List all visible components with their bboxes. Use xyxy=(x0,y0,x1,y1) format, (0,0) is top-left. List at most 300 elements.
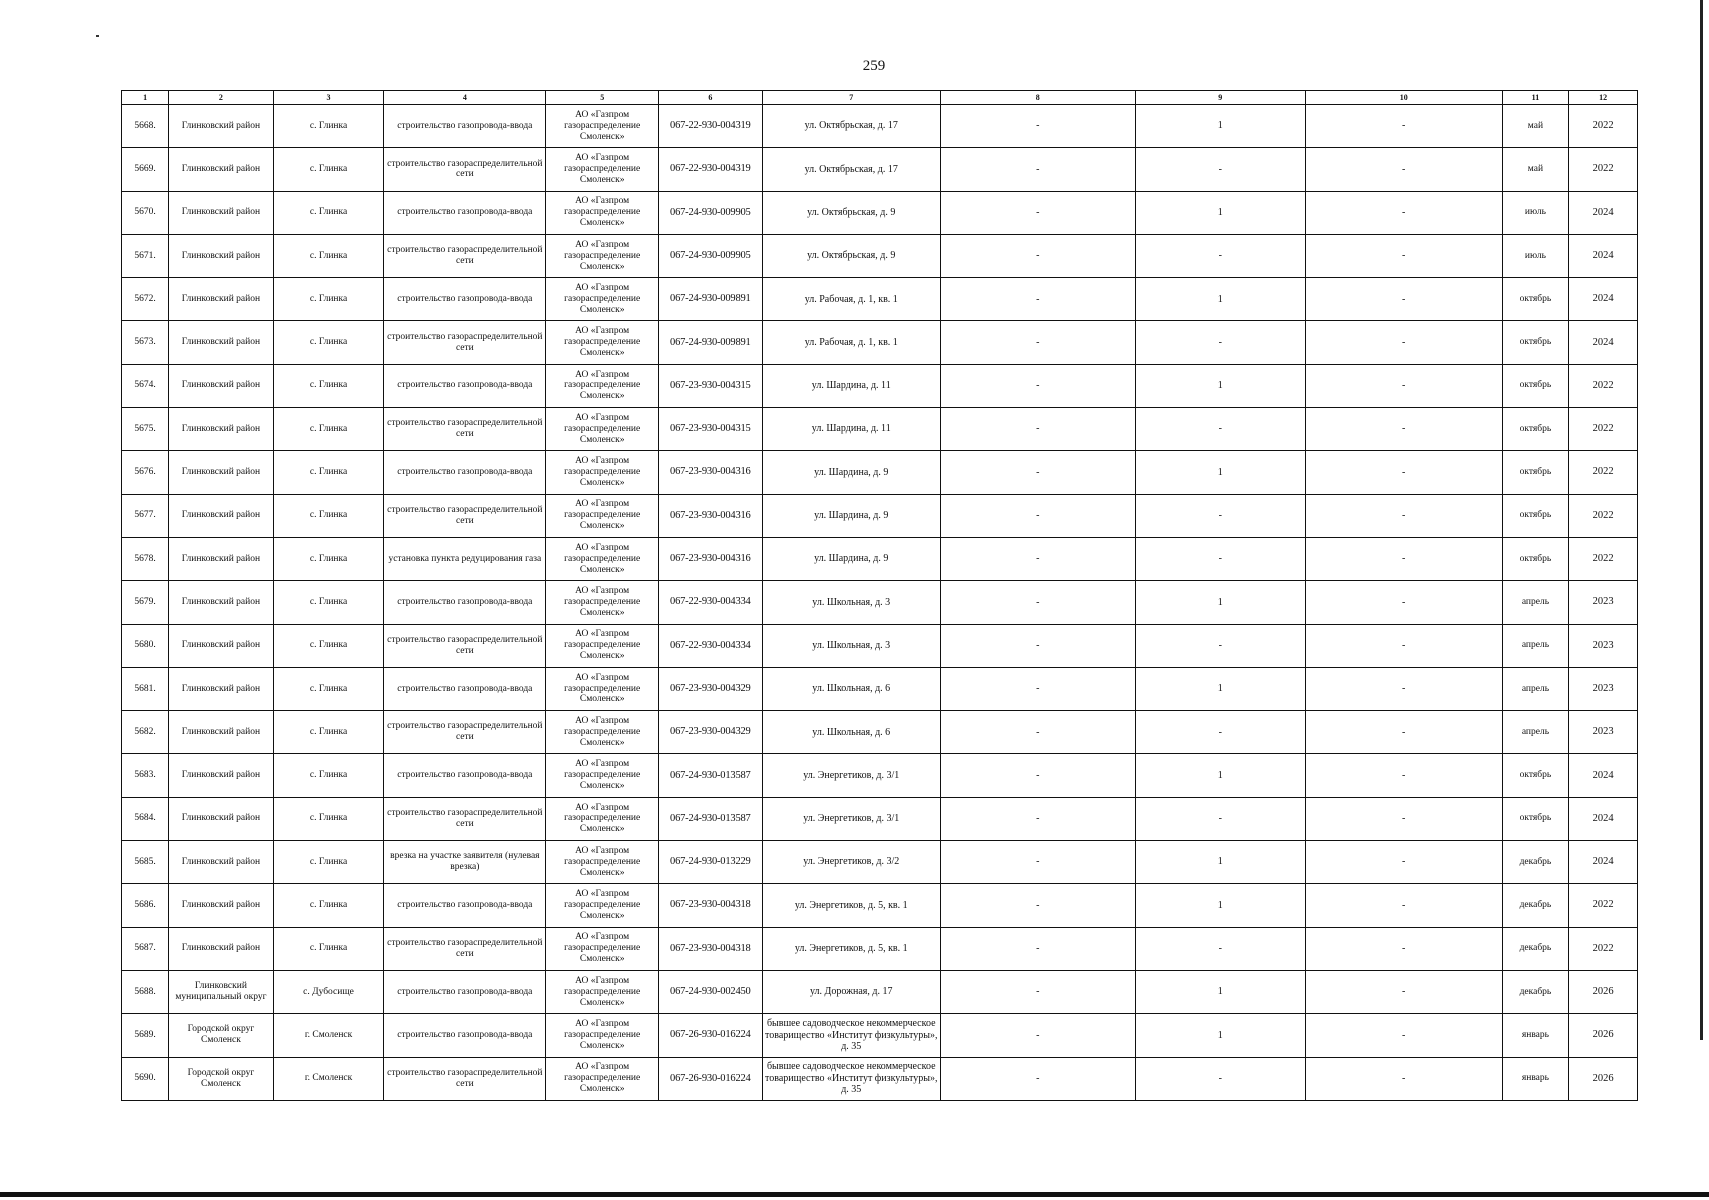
scan-speck xyxy=(96,35,99,37)
request-code-cell: 067-23-930-004316 xyxy=(659,451,763,494)
settlement-cell: с. Глинка xyxy=(273,797,384,840)
month-cell: январь xyxy=(1502,1057,1569,1100)
column-9-cell: 1 xyxy=(1135,841,1305,884)
column-8-cell: - xyxy=(940,1057,1135,1100)
address-cell: ул. Шардина, д. 9 xyxy=(762,494,940,537)
column-8-cell: - xyxy=(940,148,1135,191)
month-cell: декабрь xyxy=(1502,927,1569,970)
organization-cell: АО «Газпром газораспределение Смоленск» xyxy=(546,451,659,494)
year-cell: 2026 xyxy=(1569,1014,1638,1057)
request-code-cell: 067-23-930-004315 xyxy=(659,364,763,407)
address-cell: ул. Энергетиков, д. 3/1 xyxy=(762,797,940,840)
request-code-cell: 067-22-930-004334 xyxy=(659,624,763,667)
row-number: 5674. xyxy=(122,364,169,407)
page-number: 259 xyxy=(862,58,886,74)
request-code-cell: 067-26-930-016224 xyxy=(659,1057,763,1100)
column-9-cell: - xyxy=(1135,927,1305,970)
month-cell: октябрь xyxy=(1502,278,1569,321)
address-cell: ул. Энергетиков, д. 5, кв. 1 xyxy=(762,927,940,970)
row-number: 5685. xyxy=(122,841,169,884)
table-row xyxy=(122,970,1638,1013)
column-8-cell: - xyxy=(940,711,1135,754)
district-cell: Глинковский район xyxy=(169,667,274,710)
district-cell: Глинковский район xyxy=(169,364,274,407)
work-type-cell: строительство газопровода-ввода xyxy=(384,970,546,1013)
column-9-cell: 1 xyxy=(1135,667,1305,710)
column-8-cell: - xyxy=(940,494,1135,537)
organization-cell: АО «Газпром газораспределение Смоленск» xyxy=(546,321,659,364)
table-row xyxy=(122,1057,1638,1100)
col-header: 5 xyxy=(546,91,659,105)
column-10-cell: - xyxy=(1305,667,1502,710)
column-10-cell: - xyxy=(1305,1014,1502,1057)
district-cell: Глинковский район xyxy=(169,234,274,277)
table-row xyxy=(122,711,1638,754)
district-cell: Глинковский район xyxy=(169,148,274,191)
request-code-cell: 067-23-930-004329 xyxy=(659,711,763,754)
column-10-cell: - xyxy=(1305,234,1502,277)
table-row xyxy=(122,1014,1638,1057)
settlement-cell: г. Смоленск xyxy=(273,1057,384,1100)
column-8-cell: - xyxy=(940,581,1135,624)
address-cell: ул. Энергетиков, д. 3/2 xyxy=(762,841,940,884)
address-cell: ул. Шардина, д. 9 xyxy=(762,537,940,580)
district-cell: Городской округ Смоленск xyxy=(169,1057,274,1100)
request-code-cell: 067-24-930-009905 xyxy=(659,234,763,277)
work-type-cell: установка пункта редуцирования газа xyxy=(384,537,546,580)
row-number: 5681. xyxy=(122,667,169,710)
header-row xyxy=(122,91,1638,105)
table-row xyxy=(122,927,1638,970)
work-type-cell: строительство газопровода-ввода xyxy=(384,364,546,407)
col-header: 7 xyxy=(762,91,940,105)
district-cell: Глинковский район xyxy=(169,927,274,970)
settlement-cell: с. Глинка xyxy=(273,321,384,364)
work-type-cell: строительство газопровода-ввода xyxy=(384,105,546,148)
column-8-cell: - xyxy=(940,1014,1135,1057)
column-9-cell: 1 xyxy=(1135,278,1305,321)
settlement-cell: с. Глинка xyxy=(273,927,384,970)
month-cell: октябрь xyxy=(1502,797,1569,840)
organization-cell: АО «Газпром газораспределение Смоленск» xyxy=(546,234,659,277)
column-8-cell: - xyxy=(940,191,1135,234)
col-header: 3 xyxy=(273,91,384,105)
column-8-cell: - xyxy=(940,537,1135,580)
month-cell: октябрь xyxy=(1502,408,1569,451)
table-row xyxy=(122,278,1638,321)
column-10-cell: - xyxy=(1305,278,1502,321)
column-10-cell: - xyxy=(1305,191,1502,234)
column-9-cell: - xyxy=(1135,494,1305,537)
column-9-cell: 1 xyxy=(1135,884,1305,927)
bottom-rule xyxy=(0,1192,1709,1197)
settlement-cell: с. Глинка xyxy=(273,581,384,624)
organization-cell: АО «Газпром газораспределение Смоленск» xyxy=(546,1057,659,1100)
scan-edge-rule xyxy=(1700,0,1703,1040)
col-header: 1 xyxy=(122,91,169,105)
column-8-cell: - xyxy=(940,667,1135,710)
settlement-cell: с. Глинка xyxy=(273,191,384,234)
district-cell: Глинковский район xyxy=(169,321,274,364)
work-type-cell: строительство газораспределительной сети xyxy=(384,234,546,277)
row-number: 5676. xyxy=(122,451,169,494)
request-code-cell: 067-24-930-013587 xyxy=(659,754,763,797)
organization-cell: АО «Газпром газораспределение Смоленск» xyxy=(546,1014,659,1057)
district-cell: Глинковский муниципальный округ xyxy=(169,970,274,1013)
column-10-cell: - xyxy=(1305,970,1502,1013)
settlement-cell: с. Глинка xyxy=(273,537,384,580)
address-cell: ул. Дорожная, д. 17 xyxy=(762,970,940,1013)
year-cell: 2026 xyxy=(1569,1057,1638,1100)
month-cell: октябрь xyxy=(1502,494,1569,537)
month-cell: апрель xyxy=(1502,624,1569,667)
month-cell: май xyxy=(1502,148,1569,191)
settlement-cell: с. Глинка xyxy=(273,451,384,494)
column-8-cell: - xyxy=(940,321,1135,364)
work-type-cell: строительство газопровода-ввода xyxy=(384,754,546,797)
settlement-cell: с. Глинка xyxy=(273,105,384,148)
column-10-cell: - xyxy=(1305,581,1502,624)
year-cell: 2022 xyxy=(1569,148,1638,191)
column-10-cell: - xyxy=(1305,797,1502,840)
row-number: 5678. xyxy=(122,537,169,580)
organization-cell: АО «Газпром газораспределение Смоленск» xyxy=(546,581,659,624)
column-8-cell: - xyxy=(940,884,1135,927)
work-type-cell: строительство газораспределительной сети xyxy=(384,1057,546,1100)
column-8-cell: - xyxy=(940,408,1135,451)
row-number: 5672. xyxy=(122,278,169,321)
year-cell: 2022 xyxy=(1569,364,1638,407)
column-8-cell: - xyxy=(940,234,1135,277)
district-cell: Глинковский район xyxy=(169,624,274,667)
column-9-cell: - xyxy=(1135,624,1305,667)
column-10-cell: - xyxy=(1305,1057,1502,1100)
column-9-cell: - xyxy=(1135,148,1305,191)
district-cell: Глинковский район xyxy=(169,884,274,927)
column-10-cell: - xyxy=(1305,364,1502,407)
table-row xyxy=(122,841,1638,884)
column-9-cell: 1 xyxy=(1135,754,1305,797)
month-cell: июль xyxy=(1502,191,1569,234)
district-cell: Глинковский район xyxy=(169,754,274,797)
col-header: 9 xyxy=(1135,91,1305,105)
work-type-cell: строительство газопровода-ввода xyxy=(384,1014,546,1057)
settlement-cell: г. Смоленск xyxy=(273,1014,384,1057)
organization-cell: АО «Газпром газораспределение Смоленск» xyxy=(546,364,659,407)
table-row xyxy=(122,321,1638,364)
month-cell: октябрь xyxy=(1502,537,1569,580)
request-code-cell: 067-22-930-004319 xyxy=(659,148,763,191)
district-cell: Глинковский район xyxy=(169,581,274,624)
district-cell: Глинковский район xyxy=(169,408,274,451)
year-cell: 2022 xyxy=(1569,408,1638,451)
work-type-cell: строительство газораспределительной сети xyxy=(384,408,546,451)
organization-cell: АО «Газпром газораспределение Смоленск» xyxy=(546,408,659,451)
settlement-cell: с. Глинка xyxy=(273,408,384,451)
settlement-cell: с. Дубосище xyxy=(273,970,384,1013)
year-cell: 2022 xyxy=(1569,451,1638,494)
column-8-cell: - xyxy=(940,105,1135,148)
address-cell: ул. Шардина, д. 11 xyxy=(762,408,940,451)
year-cell: 2023 xyxy=(1569,711,1638,754)
column-10-cell: - xyxy=(1305,927,1502,970)
work-type-cell: строительство газопровода-ввода xyxy=(384,191,546,234)
row-number: 5686. xyxy=(122,884,169,927)
year-cell: 2024 xyxy=(1569,321,1638,364)
row-number: 5684. xyxy=(122,797,169,840)
month-cell: декабрь xyxy=(1502,841,1569,884)
row-number: 5689. xyxy=(122,1014,169,1057)
column-9-cell: - xyxy=(1135,321,1305,364)
column-8-cell: - xyxy=(940,970,1135,1013)
column-10-cell: - xyxy=(1305,105,1502,148)
address-cell: ул. Школьная, д. 6 xyxy=(762,667,940,710)
column-10-cell: - xyxy=(1305,494,1502,537)
settlement-cell: с. Глинка xyxy=(273,754,384,797)
address-cell: ул. Рабочая, д. 1, кв. 1 xyxy=(762,321,940,364)
address-cell: ул. Октябрьская, д. 9 xyxy=(762,234,940,277)
year-cell: 2023 xyxy=(1569,624,1638,667)
work-type-cell: строительство газораспределительной сети xyxy=(384,494,546,537)
organization-cell: АО «Газпром газораспределение Смоленск» xyxy=(546,841,659,884)
district-cell: Глинковский район xyxy=(169,494,274,537)
year-cell: 2022 xyxy=(1569,537,1638,580)
column-9-cell: - xyxy=(1135,408,1305,451)
year-cell: 2022 xyxy=(1569,927,1638,970)
year-cell: 2022 xyxy=(1569,105,1638,148)
table-row xyxy=(122,494,1638,537)
table-row xyxy=(122,451,1638,494)
table-row xyxy=(122,364,1638,407)
row-number: 5670. xyxy=(122,191,169,234)
month-cell: октябрь xyxy=(1502,364,1569,407)
address-cell: ул. Школьная, д. 3 xyxy=(762,581,940,624)
settlement-cell: с. Глинка xyxy=(273,148,384,191)
month-cell: апрель xyxy=(1502,711,1569,754)
organization-cell: АО «Газпром газораспределение Смоленск» xyxy=(546,884,659,927)
year-cell: 2026 xyxy=(1569,970,1638,1013)
request-code-cell: 067-23-930-004316 xyxy=(659,537,763,580)
request-code-cell: 067-23-930-004329 xyxy=(659,667,763,710)
column-9-cell: 1 xyxy=(1135,451,1305,494)
row-number: 5673. xyxy=(122,321,169,364)
address-cell: ул. Октябрьская, д. 9 xyxy=(762,191,940,234)
settlement-cell: с. Глинка xyxy=(273,711,384,754)
table-row xyxy=(122,581,1638,624)
column-8-cell: - xyxy=(940,841,1135,884)
col-header: 6 xyxy=(659,91,763,105)
table-row xyxy=(122,884,1638,927)
column-9-cell: 1 xyxy=(1135,1014,1305,1057)
month-cell: октябрь xyxy=(1502,754,1569,797)
column-10-cell: - xyxy=(1305,624,1502,667)
work-type-cell: строительство газораспределительной сети xyxy=(384,624,546,667)
settlement-cell: с. Глинка xyxy=(273,278,384,321)
registry-table xyxy=(121,90,1638,1101)
settlement-cell: с. Глинка xyxy=(273,841,384,884)
address-cell: ул. Школьная, д. 3 xyxy=(762,624,940,667)
organization-cell: АО «Газпром газораспределение Смоленск» xyxy=(546,148,659,191)
column-10-cell: - xyxy=(1305,537,1502,580)
column-10-cell: - xyxy=(1305,408,1502,451)
month-cell: июль xyxy=(1502,234,1569,277)
organization-cell: АО «Газпром газораспределение Смоленск» xyxy=(546,754,659,797)
settlement-cell: с. Глинка xyxy=(273,234,384,277)
row-number: 5683. xyxy=(122,754,169,797)
settlement-cell: с. Глинка xyxy=(273,884,384,927)
district-cell: Глинковский район xyxy=(169,278,274,321)
work-type-cell: строительство газопровода-ввода xyxy=(384,667,546,710)
table-row xyxy=(122,408,1638,451)
year-cell: 2024 xyxy=(1569,841,1638,884)
district-cell: Глинковский район xyxy=(169,451,274,494)
column-8-cell: - xyxy=(940,754,1135,797)
row-number: 5668. xyxy=(122,105,169,148)
request-code-cell: 067-23-930-004315 xyxy=(659,408,763,451)
request-code-cell: 067-23-930-004318 xyxy=(659,884,763,927)
table-row xyxy=(122,105,1638,148)
year-cell: 2023 xyxy=(1569,667,1638,710)
work-type-cell: строительство газораспределительной сети xyxy=(384,711,546,754)
row-number: 5688. xyxy=(122,970,169,1013)
year-cell: 2022 xyxy=(1569,884,1638,927)
request-code-cell: 067-22-930-004334 xyxy=(659,581,763,624)
address-cell: ул. Октябрьская, д. 17 xyxy=(762,105,940,148)
organization-cell: АО «Газпром газораспределение Смоленск» xyxy=(546,494,659,537)
request-code-cell: 067-24-930-013229 xyxy=(659,841,763,884)
col-header: 11 xyxy=(1502,91,1569,105)
year-cell: 2024 xyxy=(1569,754,1638,797)
column-9-cell: - xyxy=(1135,234,1305,277)
request-code-cell: 067-22-930-004319 xyxy=(659,105,763,148)
table-row xyxy=(122,754,1638,797)
settlement-cell: с. Глинка xyxy=(273,364,384,407)
address-cell: бывшее садоводческое некоммерческое товарищество «Институт физкультуры», д. 35 xyxy=(762,1014,940,1057)
settlement-cell: с. Глинка xyxy=(273,494,384,537)
month-cell: апрель xyxy=(1502,581,1569,624)
table-row xyxy=(122,234,1638,277)
address-cell: ул. Энергетиков, д. 3/1 xyxy=(762,754,940,797)
organization-cell: АО «Газпром газораспределение Смоленск» xyxy=(546,624,659,667)
row-number: 5687. xyxy=(122,927,169,970)
table-row xyxy=(122,797,1638,840)
table-row xyxy=(122,537,1638,580)
address-cell: ул. Рабочая, д. 1, кв. 1 xyxy=(762,278,940,321)
column-9-cell: - xyxy=(1135,711,1305,754)
column-8-cell: - xyxy=(940,451,1135,494)
year-cell: 2023 xyxy=(1569,581,1638,624)
row-number: 5680. xyxy=(122,624,169,667)
row-number: 5669. xyxy=(122,148,169,191)
month-cell: январь xyxy=(1502,1014,1569,1057)
month-cell: октябрь xyxy=(1502,451,1569,494)
settlement-cell: с. Глинка xyxy=(273,667,384,710)
row-number: 5679. xyxy=(122,581,169,624)
year-cell: 2024 xyxy=(1569,191,1638,234)
col-header: 2 xyxy=(169,91,274,105)
column-9-cell: - xyxy=(1135,797,1305,840)
organization-cell: АО «Газпром газораспределение Смоленск» xyxy=(546,970,659,1013)
request-code-cell: 067-24-930-009891 xyxy=(659,321,763,364)
column-9-cell: - xyxy=(1135,1057,1305,1100)
address-cell: ул. Энергетиков, д. 5, кв. 1 xyxy=(762,884,940,927)
month-cell: октябрь xyxy=(1502,321,1569,364)
month-cell: декабрь xyxy=(1502,970,1569,1013)
district-cell: Глинковский район xyxy=(169,105,274,148)
row-number: 5690. xyxy=(122,1057,169,1100)
column-10-cell: - xyxy=(1305,754,1502,797)
table-row xyxy=(122,148,1638,191)
col-header: 10 xyxy=(1305,91,1502,105)
district-cell: Глинковский район xyxy=(169,711,274,754)
month-cell: декабрь xyxy=(1502,884,1569,927)
row-number: 5682. xyxy=(122,711,169,754)
column-9-cell: 1 xyxy=(1135,581,1305,624)
month-cell: апрель xyxy=(1502,667,1569,710)
organization-cell: АО «Газпром газораспределение Смоленск» xyxy=(546,797,659,840)
column-10-cell: - xyxy=(1305,711,1502,754)
organization-cell: АО «Газпром газораспределение Смоленск» xyxy=(546,537,659,580)
work-type-cell: врезка на участке заявителя (нулевая врезка) xyxy=(384,841,546,884)
district-cell: Глинковский район xyxy=(169,797,274,840)
district-cell: Глинковский район xyxy=(169,191,274,234)
address-cell: ул. Октябрьская, д. 17 xyxy=(762,148,940,191)
column-9-cell: 1 xyxy=(1135,191,1305,234)
column-9-cell: 1 xyxy=(1135,970,1305,1013)
row-number: 5677. xyxy=(122,494,169,537)
district-cell: Глинковский район xyxy=(169,537,274,580)
work-type-cell: строительство газопровода-ввода xyxy=(384,278,546,321)
row-number: 5671. xyxy=(122,234,169,277)
column-10-cell: - xyxy=(1305,884,1502,927)
request-code-cell: 067-24-930-009891 xyxy=(659,278,763,321)
column-10-cell: - xyxy=(1305,451,1502,494)
year-cell: 2024 xyxy=(1569,234,1638,277)
settlement-cell: с. Глинка xyxy=(273,624,384,667)
column-8-cell: - xyxy=(940,927,1135,970)
table-row xyxy=(122,191,1638,234)
column-9-cell: 1 xyxy=(1135,105,1305,148)
col-header: 4 xyxy=(384,91,546,105)
row-number: 5675. xyxy=(122,408,169,451)
column-9-cell: 1 xyxy=(1135,364,1305,407)
year-cell: 2024 xyxy=(1569,278,1638,321)
work-type-cell: строительство газопровода-ввода xyxy=(384,884,546,927)
request-code-cell: 067-23-930-004316 xyxy=(659,494,763,537)
col-header: 12 xyxy=(1569,91,1638,105)
work-type-cell: строительство газораспределительной сети xyxy=(384,797,546,840)
work-type-cell: строительство газораспределительной сети xyxy=(384,927,546,970)
request-code-cell: 067-23-930-004318 xyxy=(659,927,763,970)
column-8-cell: - xyxy=(940,278,1135,321)
column-9-cell: - xyxy=(1135,537,1305,580)
organization-cell: АО «Газпром газораспределение Смоленск» xyxy=(546,927,659,970)
month-cell: май xyxy=(1502,105,1569,148)
organization-cell: АО «Газпром газораспределение Смоленск» xyxy=(546,667,659,710)
address-cell: ул. Школьная, д. 6 xyxy=(762,711,940,754)
address-cell: ул. Шардина, д. 9 xyxy=(762,451,940,494)
table-row xyxy=(122,624,1638,667)
column-8-cell: - xyxy=(940,364,1135,407)
column-10-cell: - xyxy=(1305,148,1502,191)
request-code-cell: 067-26-930-016224 xyxy=(659,1014,763,1057)
request-code-cell: 067-24-930-013587 xyxy=(659,797,763,840)
work-type-cell: строительство газопровода-ввода xyxy=(384,451,546,494)
address-cell: бывшее садоводческое некоммерческое товарищество «Институт физкультуры», д. 35 xyxy=(762,1057,940,1100)
column-10-cell: - xyxy=(1305,321,1502,364)
year-cell: 2024 xyxy=(1569,797,1638,840)
column-8-cell: - xyxy=(940,624,1135,667)
